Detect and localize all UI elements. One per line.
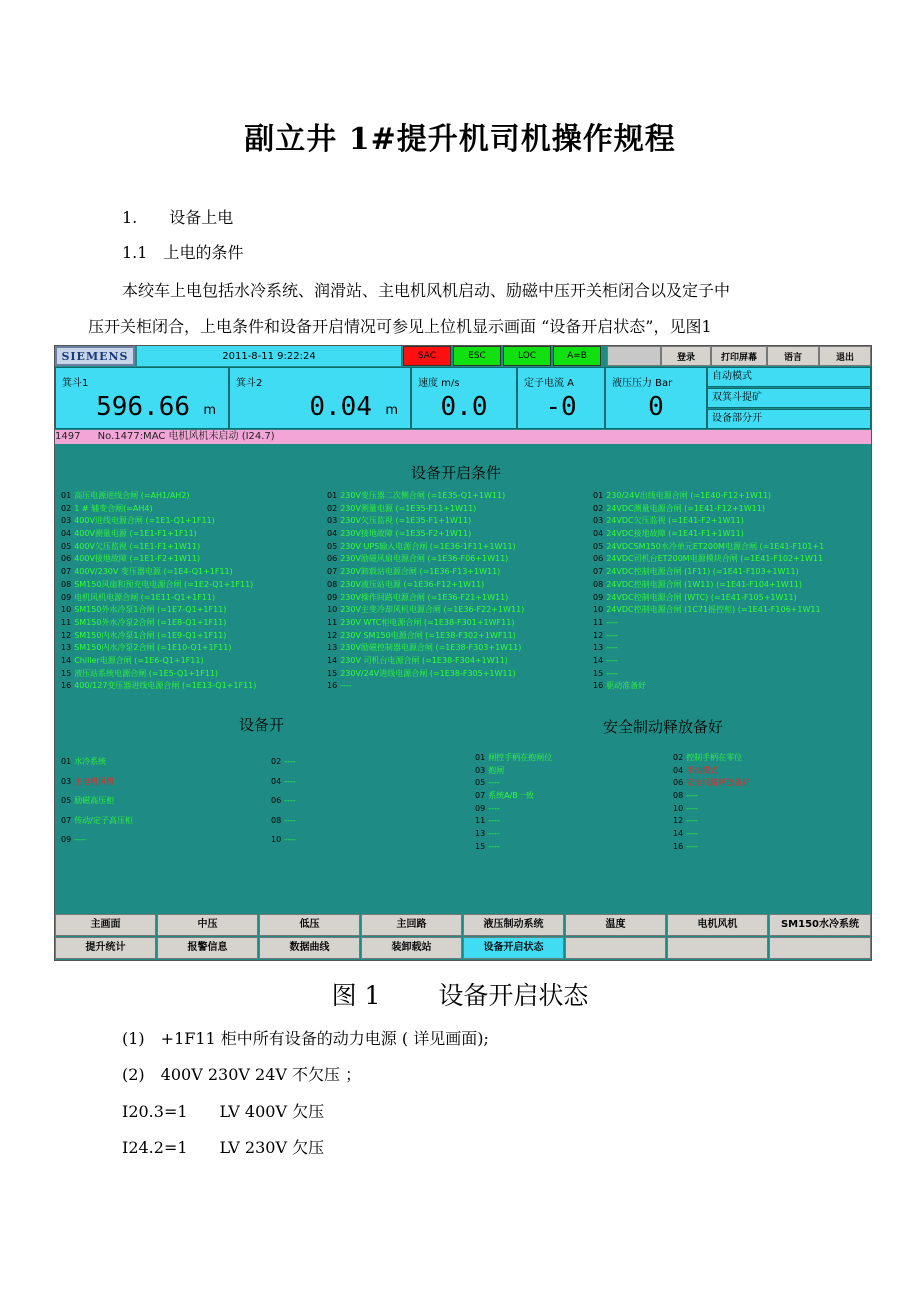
item-text: 400V接地故障 (=1E1-F2+1W11) (74, 554, 201, 564)
item-text: 24VDC控制电源合闸 (WTC) (=1E41-F105+1W11) (606, 592, 797, 602)
status-item (61, 541, 256, 554)
status-indicator-sac: SAC (403, 346, 451, 366)
item-number: 05 (593, 541, 604, 551)
item-text: 230V 司机台电源合闸 (=1E38-F304+1W11) (340, 655, 508, 665)
measurement-value: 0 (648, 392, 664, 422)
item-text: 230V SM150电源合闸 (=1E38-F302+1WF11) (340, 630, 516, 640)
status-item (673, 815, 750, 828)
item-text: 24VDC欠压监视 (=1E41-F2+1W11) (606, 516, 744, 526)
item-number: 12 (61, 630, 72, 640)
item-number: 11 (475, 816, 486, 826)
status-item (61, 680, 256, 693)
item-number: 11 (327, 617, 338, 627)
status-item (475, 803, 552, 816)
status-item (673, 828, 750, 841)
nav-button[interactable] (769, 937, 871, 959)
equipment-open-title: 设备开 (239, 716, 285, 734)
measurement-value: -0 (545, 392, 577, 422)
item-number: 04 (61, 529, 72, 539)
document-title: 副立井 1#提升机司机操作规程 (244, 122, 676, 157)
status-item (475, 777, 552, 790)
item-text: Chiller电源合闸 (=1E6-Q1+1F11) (74, 655, 204, 665)
status-item (475, 828, 552, 841)
item-text: 24VDC接地故障 (=1E41-F1+1W11) (606, 529, 744, 539)
item-text: ---- (606, 655, 618, 665)
status-item (61, 579, 256, 592)
status-item (61, 655, 256, 668)
status-item (593, 630, 824, 643)
status-item (61, 668, 256, 681)
equipment-open-left (61, 752, 133, 850)
item-number: 13 (475, 829, 486, 839)
item-number: 06 (673, 778, 684, 788)
item-text: 230/24V出线电源合闸 (=1E40-F12+1W11) (606, 491, 772, 500)
item-number: 10 (61, 605, 72, 615)
item-text: 24VDCSM150水冷单元ET200M电源合闸 (=1E41-F101+1 (606, 541, 825, 551)
item-text: 230V主变冷却风机电源合闸 (=1E36-F22+1W11) (340, 605, 525, 615)
section-heading: 1. 设备上电 (122, 208, 234, 227)
item-text: ---- (686, 841, 698, 851)
mode-indicator: 自动模式 (707, 367, 871, 387)
nav-button[interactable] (667, 937, 768, 959)
item-number: 05 (61, 796, 72, 805)
status-item (327, 680, 524, 693)
item-number: 14 (593, 655, 604, 665)
measurement-label: 定子电流 A (524, 378, 575, 389)
measurement-label: 液压压力 Bar (612, 378, 673, 389)
item-text: ---- (340, 681, 352, 691)
item-text: 控制手柄在零位 (686, 753, 743, 762)
measurement-value: 0.04 (309, 392, 372, 422)
item-text: 系统A/B一致 (488, 791, 534, 801)
item-number: 02 (327, 503, 338, 513)
item-number: 15 (61, 668, 72, 678)
status-item (673, 752, 750, 765)
item-number: 15 (327, 668, 338, 678)
list-item: (1) +1F11 柜中所有设备的动力电源 ( 详见画面); (122, 1029, 489, 1048)
status-item (61, 515, 256, 528)
status-item (327, 630, 524, 643)
item-text: ---- (488, 816, 500, 826)
item-number: 05 (327, 541, 338, 551)
hmi-screenshot (54, 345, 872, 961)
item-text: SM150内水冷泵2合闸 (=1E10-Q1+1F11) (74, 643, 232, 653)
item-text: 液压站系统电源合闸 (=1E5-Q1+1F11) (74, 668, 219, 678)
item-number: 04 (271, 776, 282, 786)
item-text: ---- (686, 803, 698, 813)
measurement-panel (411, 367, 517, 429)
equipment-open-right (271, 752, 296, 850)
item-text: ---- (686, 816, 698, 826)
item-number: 03 (61, 776, 72, 786)
status-item (61, 752, 133, 772)
item-number: 15 (593, 668, 604, 678)
alarm-id: 1497 (55, 431, 81, 442)
status-indicator-a-b: A=B (553, 346, 601, 366)
item-number: 16 (593, 681, 604, 691)
status-item (327, 617, 524, 630)
status-item (327, 655, 524, 668)
status-item (673, 777, 750, 790)
status-item (61, 604, 256, 617)
item-number: 08 (673, 791, 684, 801)
print-screen-button[interactable]: 打印屏幕 (711, 346, 767, 366)
item-text: ---- (74, 835, 86, 844)
item-text: 励磁高压柜 (74, 796, 115, 805)
item-number: 04 (327, 529, 338, 539)
item-number: 02 (593, 503, 604, 513)
nav-button[interactable]: 电机风机 (667, 914, 768, 936)
mode-indicator: 设备部分开 (707, 409, 871, 429)
item-text: 主电机风机 (74, 776, 115, 786)
status-blank (607, 346, 661, 366)
status-item (593, 604, 824, 617)
item-number: 02 (271, 757, 282, 766)
item-number: 05 (61, 541, 72, 551)
status-item (327, 566, 524, 579)
item-text: ---- (284, 796, 296, 805)
item-text: 230V WTC柜电源合闸 (=1E38-F301+1WF11) (340, 617, 515, 627)
item-text: 传动/定子高压柜 (74, 815, 133, 825)
nav-button[interactable]: 提升统计 (55, 937, 156, 959)
conditions-title: 设备开启条件 (411, 464, 502, 482)
status-item (271, 811, 296, 831)
item-number: 03 (593, 516, 604, 526)
item-number: 10 (327, 605, 338, 615)
item-number: 08 (271, 815, 282, 825)
status-item (61, 566, 256, 579)
item-number: 07 (475, 791, 486, 801)
measurement-label: 速度 m/s (418, 378, 460, 389)
item-text: SM150外水冷泵2合闸 (=1E8-Q1+1F11) (74, 617, 227, 627)
brake-ready-title: 安全制动释放备好 (603, 718, 724, 736)
item-number: 01 (475, 753, 486, 762)
item-text: ---- (284, 776, 296, 786)
item-number: 07 (327, 567, 338, 577)
status-item (61, 528, 256, 541)
item-number: 16 (673, 841, 684, 851)
item-text: 抱闸 (488, 765, 505, 775)
item-number: 03 (61, 516, 72, 526)
measurement-value: 596.66 (96, 392, 190, 422)
figure-number: 图 1 (331, 981, 381, 1010)
item-text: ---- (488, 803, 500, 813)
item-text: 230V接地故障 (=1E35-F2+1W11) (340, 529, 472, 539)
measurement-label: 箕斗2 (236, 378, 263, 389)
item-number: 07 (593, 567, 604, 577)
nav-button[interactable]: 液压制动系统 (463, 914, 564, 936)
item-number: 13 (327, 643, 338, 653)
login-button[interactable]: 登录 (661, 346, 711, 366)
item-text: SM150风扇和预充电电源合闸 (=1E2-Q1+1F11) (74, 579, 254, 589)
status-item (271, 772, 296, 792)
measurement-panel (605, 367, 707, 429)
brake-ready-left (475, 752, 552, 854)
status-item (327, 541, 524, 554)
item-text: 24VDC司机台ET200M电源模块合闸 (=1E41-F102+1W11 (606, 554, 824, 564)
status-item (327, 668, 524, 681)
figure-caption (0, 976, 920, 1012)
item-text: 安全回路释放备好 (686, 778, 751, 788)
subsection-heading: 1.1 上电的条件 (122, 243, 244, 262)
item-text: 230V欠压监视 (=1E35-F1+1W11) (340, 516, 472, 526)
status-item (61, 830, 133, 850)
item-number: 01 (61, 757, 72, 766)
item-number: 01 (593, 491, 604, 500)
item-text: ---- (606, 668, 618, 678)
conditions-column-3 (593, 490, 824, 693)
item-number: 11 (61, 617, 72, 627)
measurement-panel (517, 367, 605, 429)
item-text: 电机风机电源合闸 (=1E11-Q1+1F11) (74, 592, 216, 602)
item-number: 03 (475, 765, 486, 775)
status-item (593, 490, 824, 503)
item-number: 02 (61, 503, 72, 513)
measurement-label: 箕斗1 (62, 378, 89, 389)
status-item (475, 790, 552, 803)
item-text: ---- (606, 643, 618, 653)
item-number: 07 (61, 815, 72, 825)
status-item (327, 528, 524, 541)
item-number: 06 (271, 796, 282, 805)
language-button[interactable]: 语言 (767, 346, 819, 366)
status-item (61, 490, 256, 503)
status-item (593, 655, 824, 668)
measurement-panel (229, 367, 411, 429)
status-item (475, 841, 552, 854)
item-number: 15 (475, 841, 486, 851)
item-number: 09 (327, 592, 338, 602)
item-text: 24VDC控制电源合闸 (1F11) (=1E41-F103+1W11) (606, 567, 799, 577)
item-number: 09 (61, 592, 72, 602)
item-text: 230V/24V进线电源合闸 (=1E38-F305+1W11) (340, 668, 516, 678)
conditions-column-1 (61, 490, 256, 693)
item-number: 14 (327, 655, 338, 665)
item-text: 400V测量电源 (=1E1-F1+1F11) (74, 529, 197, 539)
measurement-panel (55, 367, 229, 429)
item-number: 10 (271, 835, 282, 844)
status-indicator-esc: ESC (453, 346, 501, 366)
mode-indicator: 双箕斗提矿 (707, 388, 871, 408)
alarm-text: No.1477:MAC 电机风机未启动 (I24.7) (97, 431, 275, 442)
status-item (271, 830, 296, 850)
item-number: 13 (61, 643, 72, 653)
item-text: ---- (686, 829, 698, 839)
status-item (61, 811, 133, 831)
item-text: ---- (606, 617, 618, 627)
status-item (61, 791, 133, 811)
status-item (475, 765, 552, 778)
item-text: 驱动准备好 (606, 681, 647, 691)
item-text: ---- (284, 815, 296, 825)
status-item (61, 553, 256, 566)
item-text: 400/127变压器进线电源合闸 (=1E13-Q1+1F11) (74, 681, 257, 691)
item-text: 高压电源进线合闸 (=AH1/AH2) (74, 491, 190, 500)
nav-button[interactable]: 报警信息 (157, 937, 258, 959)
nav-button[interactable]: 中压 (157, 914, 258, 936)
nav-button[interactable]: 主画面 (55, 914, 156, 936)
item-text: ---- (488, 778, 500, 788)
nav-button[interactable] (565, 937, 666, 959)
status-item (593, 541, 824, 554)
status-item (673, 841, 750, 854)
status-item (593, 668, 824, 681)
item-number: 08 (61, 579, 72, 589)
conditions-column-2 (327, 490, 524, 693)
nav-button[interactable]: 低压 (259, 914, 360, 936)
item-number: 16 (61, 681, 72, 691)
status-item (593, 515, 824, 528)
status-item (327, 579, 524, 592)
item-number: 13 (593, 643, 604, 653)
item-number: 09 (475, 803, 486, 813)
item-text: 230V励磁控制器电源合闸 (=1E38-F303+1W11) (340, 643, 522, 653)
brake-ready-right (673, 752, 750, 854)
item-number: 10 (593, 605, 604, 615)
item-text: ---- (284, 757, 296, 766)
item-number: 12 (673, 816, 684, 826)
measurement-value: 0.0 (440, 392, 488, 422)
item-text: ---- (488, 841, 500, 851)
item-text: 400V进线电源合闸 (=1E1-Q1+1F11) (74, 516, 215, 526)
item-number: 06 (327, 554, 338, 564)
item-text: ---- (606, 630, 618, 640)
item-number: 07 (61, 567, 72, 577)
item-number: 04 (673, 765, 684, 775)
status-item (475, 752, 552, 765)
siemens-logo: SIEMENS (55, 346, 135, 366)
item-number: 09 (593, 592, 604, 602)
measurement-unit: m (385, 403, 398, 418)
item-number: 01 (61, 491, 72, 500)
nav-button[interactable]: SM150水冷系统 (769, 914, 871, 936)
item-text: 400V欠压监视 (=1E1-F1+1W11) (74, 541, 201, 551)
status-item (327, 503, 524, 516)
status-item (271, 791, 296, 811)
status-item (61, 642, 256, 655)
item-number: 08 (327, 579, 338, 589)
status-item (327, 642, 524, 655)
item-text: 230V变压器二次侧合闸 (=1E35-Q1+1W11) (340, 491, 506, 500)
status-item (61, 772, 133, 792)
item-text: 230V测量电源 (=1E35-F11+1W11) (340, 503, 477, 513)
status-item (327, 553, 524, 566)
item-text: 24VDC控制电源合闸 (1W11) (=1E41-F104+1W11) (606, 579, 803, 589)
status-item (593, 528, 824, 541)
item-number: 12 (327, 630, 338, 640)
item-number: 12 (593, 630, 604, 640)
status-item (327, 592, 524, 605)
item-text: 1 # 辅变合闸(=AH4) (74, 503, 153, 513)
status-item (593, 579, 824, 592)
item-number: 08 (593, 579, 604, 589)
status-item (593, 553, 824, 566)
nav-button[interactable]: 温度 (565, 914, 666, 936)
nav-button[interactable]: 主回路 (361, 914, 462, 936)
item-number: 10 (673, 803, 684, 813)
item-number: 04 (593, 529, 604, 539)
status-item (673, 803, 750, 816)
status-item (593, 642, 824, 655)
item-text: 400V/230V 变压器电源 (=1E4-Q1+1F11) (74, 567, 233, 577)
status-item (673, 765, 750, 778)
status-item (61, 503, 256, 516)
item-text: 230V UPS输入电源合闸 (=1E36-1F11+1W11) (340, 541, 516, 551)
status-item (593, 617, 824, 630)
item-text: 230V液压站电源 (=1E36-F12+1W11) (340, 579, 485, 589)
item-number: 14 (673, 829, 684, 839)
status-item (593, 566, 824, 579)
exit-button[interactable]: 退出 (819, 346, 871, 366)
paragraph-line: 压开关柜闭合，上电条件和设备开启情况可参见上位机显示画面 “设备开启状态”，见图1 (88, 317, 712, 336)
status-item (475, 815, 552, 828)
item-text: SM150内水冷泵1合闸 (=1E9-Q1+1F11) (74, 630, 227, 640)
status-indicator-loc: LOC (503, 346, 551, 366)
measurement-unit: m (203, 403, 216, 418)
item-text: 230V励磁风扇电源合闸 (=1E36-F06+1W11) (340, 554, 509, 564)
item-number: 01 (327, 491, 338, 500)
status-item (593, 592, 824, 605)
status-item (327, 515, 524, 528)
item-number: 06 (61, 554, 72, 564)
figure-title: 设备开启状态 (438, 981, 589, 1010)
item-text: 24VDC测量电源合闸 (=1E41-F12+1W11) (606, 503, 765, 513)
paragraph-line: 本绞车上电包括水冷系统、润滑站、主电机风机启动、励磁中压开关柜闭合以及定子中 (122, 281, 731, 300)
item-text: 24VDC控制电源合闸 (1C71摇控柜) (=1E41-F106+1W11 (606, 605, 821, 615)
item-text: 230V卸载站电源合闸 (=1E36-F13+1W11) (340, 567, 501, 577)
status-item (61, 617, 256, 630)
item-number: 16 (327, 681, 338, 691)
item-text: ---- (686, 791, 698, 801)
status-item (593, 680, 824, 693)
list-item: I24.2=1 LV 230V 欠压 (122, 1138, 325, 1157)
status-item (271, 752, 296, 772)
status-item (327, 604, 524, 617)
item-text: 闸控手柄在抱闸位 (488, 753, 553, 762)
item-number: 03 (327, 516, 338, 526)
nav-button[interactable]: 设备开启状态 (463, 937, 564, 959)
status-item (61, 630, 256, 643)
item-text: SM150外水冷泵1合闸 (=1E7-Q1+1F11) (74, 605, 227, 615)
alarm-bar[interactable] (55, 430, 871, 444)
item-number: 09 (61, 835, 72, 844)
status-item (327, 490, 524, 503)
list-item: I20.3=1 LV 400V 欠压 (122, 1102, 325, 1121)
item-text: 230V操作回路电源合闸 (=1E36-F21+1W11) (340, 592, 509, 602)
datetime-display: 2011-8-11 9:22:24 (137, 346, 401, 366)
status-item (673, 790, 750, 803)
item-text: ---- (284, 835, 296, 844)
item-text: ---- (488, 829, 500, 839)
nav-button[interactable]: 装卸载站 (361, 937, 462, 959)
status-item (593, 503, 824, 516)
nav-button[interactable]: 数据曲线 (259, 937, 360, 959)
item-text: 手动模式 (686, 765, 719, 775)
item-number: 05 (475, 778, 486, 788)
item-number: 02 (673, 753, 684, 762)
item-text: 水冷系统 (74, 757, 107, 766)
item-number: 14 (61, 655, 72, 665)
item-number: 11 (593, 617, 604, 627)
status-item (61, 592, 256, 605)
list-item: (2) 400V 230V 24V 不欠压 ； (122, 1065, 362, 1084)
item-number: 06 (593, 554, 604, 564)
